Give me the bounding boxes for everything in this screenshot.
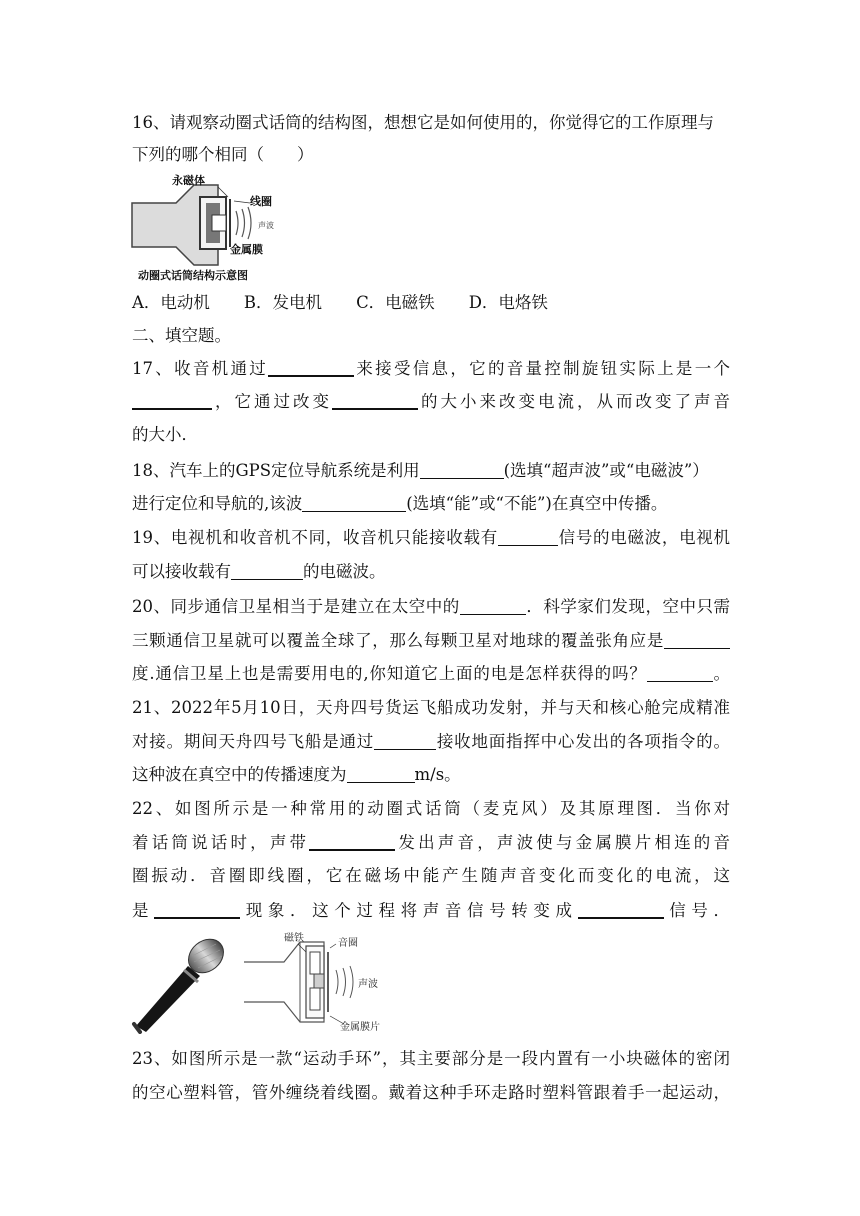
microphone-icon bbox=[128, 936, 228, 1034]
q21-blank-2[interactable] bbox=[347, 766, 415, 783]
q23-line1: 23、如图所示是一款“运动手环”，其主要部分是一段内置有一小块磁体的密闭 bbox=[132, 1049, 730, 1068]
q20-line3 bbox=[132, 663, 730, 685]
q18-text-d: (选填“能”或“不能”)在真空中传播。 bbox=[406, 494, 668, 513]
q16-fig-label-membrane: 金属膜 bbox=[230, 243, 263, 256]
q17-line3: 的大小． bbox=[132, 425, 198, 444]
q22-blank-1[interactable] bbox=[309, 833, 395, 851]
q22-text-a: 着话筒说话时，声带 bbox=[132, 833, 310, 852]
q17-blank-3[interactable] bbox=[332, 392, 418, 410]
q21-text-a: 对接。期间天舟四号飞船是通过 bbox=[132, 732, 375, 751]
q20-text-e: 。 bbox=[712, 664, 730, 683]
q17-line2 bbox=[132, 391, 730, 413]
q22-text-c: 是 bbox=[132, 901, 155, 920]
q16-fig-label-sound: 声波 bbox=[258, 221, 274, 230]
q16-option-b: B．发电机 bbox=[243, 293, 323, 312]
q20-text-c: 三颗通信卫星就可以覆盖全球了，那么每颗卫星对地球的覆盖张角应是 bbox=[132, 631, 664, 650]
q20-text-d: 度.通信卫星上也是需要用电的,你知道它上面的电是怎样获得的吗？ bbox=[132, 664, 647, 683]
microphone-principle-figure bbox=[240, 930, 410, 1034]
q16-text-line2: 下列的哪个相同（ ） bbox=[132, 145, 314, 164]
q19-line1 bbox=[132, 527, 730, 549]
q17-text-b: 来接受信息，它的音量控制旋钮实际上是一个 bbox=[354, 359, 731, 378]
q22-text-e: 信号． bbox=[663, 901, 730, 920]
q18-text-b: (选填“超声波”或“电磁波”） bbox=[503, 461, 709, 480]
q16-fig-caption: 动圈式话筒结构示意图 bbox=[138, 269, 248, 282]
q18-line1 bbox=[132, 460, 730, 482]
q19-line2 bbox=[132, 561, 730, 583]
q20-text-b: ．科学家们发现，空中只需 bbox=[525, 597, 731, 616]
q22-text-b: 发出声音，声波使与金属膜片相连的音 bbox=[395, 833, 731, 852]
q20-line2 bbox=[132, 630, 730, 652]
q22-text-d: 现象．这个过程将声音信号转变成 bbox=[240, 901, 578, 920]
q22-blank-3[interactable] bbox=[578, 901, 664, 919]
q22-line3: 圈振动．音圈即线圈，它在磁场中能产生随声音变化而变化的电流，这 bbox=[132, 866, 730, 885]
q16-option-a: A．电动机 bbox=[132, 293, 210, 312]
q18-blank-1[interactable] bbox=[420, 462, 504, 479]
q22-principle-diagram bbox=[240, 930, 410, 1034]
q19-text-a: 19、电视机和收音机不同，收音机只能接收载有 bbox=[132, 528, 498, 547]
q21-text-c: 这种波在真空中的传播速度为 bbox=[132, 765, 347, 784]
q17-blank-1[interactable] bbox=[268, 359, 354, 377]
q22-fig-label-membrane: 金属膜片 bbox=[340, 1022, 380, 1033]
q22-line2 bbox=[132, 832, 730, 854]
q19-blank-1[interactable] bbox=[498, 529, 558, 546]
q21-text-d: m/s。 bbox=[414, 765, 461, 784]
q19-text-c: 可以接收载有 bbox=[132, 562, 231, 581]
q21-line3 bbox=[132, 764, 730, 786]
q16-text-line1: 16、请观察动圈式话筒的结构图，想想它是如何使用的，你觉得它的工作原理与 bbox=[132, 113, 714, 132]
q16-option-d: D．电烙铁 bbox=[468, 293, 548, 312]
q16-option-c: C．电磁铁 bbox=[356, 293, 435, 312]
q22-line1: 22、如图所示是一种常用的动圈式话筒（麦克风）及其原理图．当你对 bbox=[132, 799, 730, 818]
q17-text-d: 的大小来改变电流，从而改变了声音 bbox=[418, 392, 730, 411]
q17-text-c: ，它通过改变 bbox=[212, 392, 332, 411]
q22-fig-label-sound: 声波 bbox=[358, 979, 378, 990]
q18-blank-2[interactable] bbox=[302, 495, 406, 512]
q22-fig-label-magnet: 磁铁 bbox=[284, 933, 304, 944]
q16-fig-label-magnet: 永磁体 bbox=[172, 174, 205, 187]
q20-text-a: 20、同步通信卫星相当于是建立在太空中的 bbox=[132, 597, 460, 616]
q18-line2 bbox=[132, 493, 730, 515]
q20-blank-3[interactable] bbox=[647, 665, 713, 682]
q19-text-b: 信号的电磁波，电视机 bbox=[557, 528, 731, 547]
q17-text-a: 17、收音机通过 bbox=[132, 359, 269, 378]
q23-line2: 的空心塑料管，管外缠绕着线圈。戴着这种手环走路时塑料管跟着手一起运动， bbox=[132, 1083, 730, 1102]
q16-options bbox=[132, 292, 730, 314]
q22-line4 bbox=[132, 900, 730, 922]
q21-blank-1[interactable] bbox=[374, 733, 436, 750]
q21-text-b: 接收地面指挥中心发出的各项指令的。 bbox=[436, 732, 731, 751]
q21-line2 bbox=[132, 731, 730, 753]
dynamic-microphone-structure-figure bbox=[128, 173, 278, 285]
q17-blank-2[interactable] bbox=[132, 392, 212, 410]
q18-text-c: 进行定位和导航的,该波 bbox=[132, 494, 303, 513]
q21-line1: 21、2022年5月10日，天舟四号货运飞船成功发射，并与天和核心舱完成精准 bbox=[132, 698, 730, 717]
q22-microphone-photo bbox=[128, 936, 228, 1034]
q16-fig-label-coil: 线圈 bbox=[250, 195, 272, 208]
q17-line1 bbox=[132, 358, 730, 380]
q19-blank-2[interactable] bbox=[231, 563, 303, 580]
q20-blank-2[interactable] bbox=[664, 632, 730, 649]
q19-text-d: 的电磁波。 bbox=[303, 562, 386, 581]
q22-blank-2[interactable] bbox=[154, 901, 240, 919]
q20-line1 bbox=[132, 596, 730, 618]
q20-blank-1[interactable] bbox=[460, 598, 526, 615]
q22-fig-label-coil: 音圈 bbox=[338, 938, 358, 949]
section-heading-fill-in: 二、填空题。 bbox=[132, 326, 231, 345]
q18-text-a: 18、汽车上的GPS定位导航系统是利用 bbox=[132, 461, 420, 480]
q16-microphone-diagram bbox=[128, 173, 278, 285]
